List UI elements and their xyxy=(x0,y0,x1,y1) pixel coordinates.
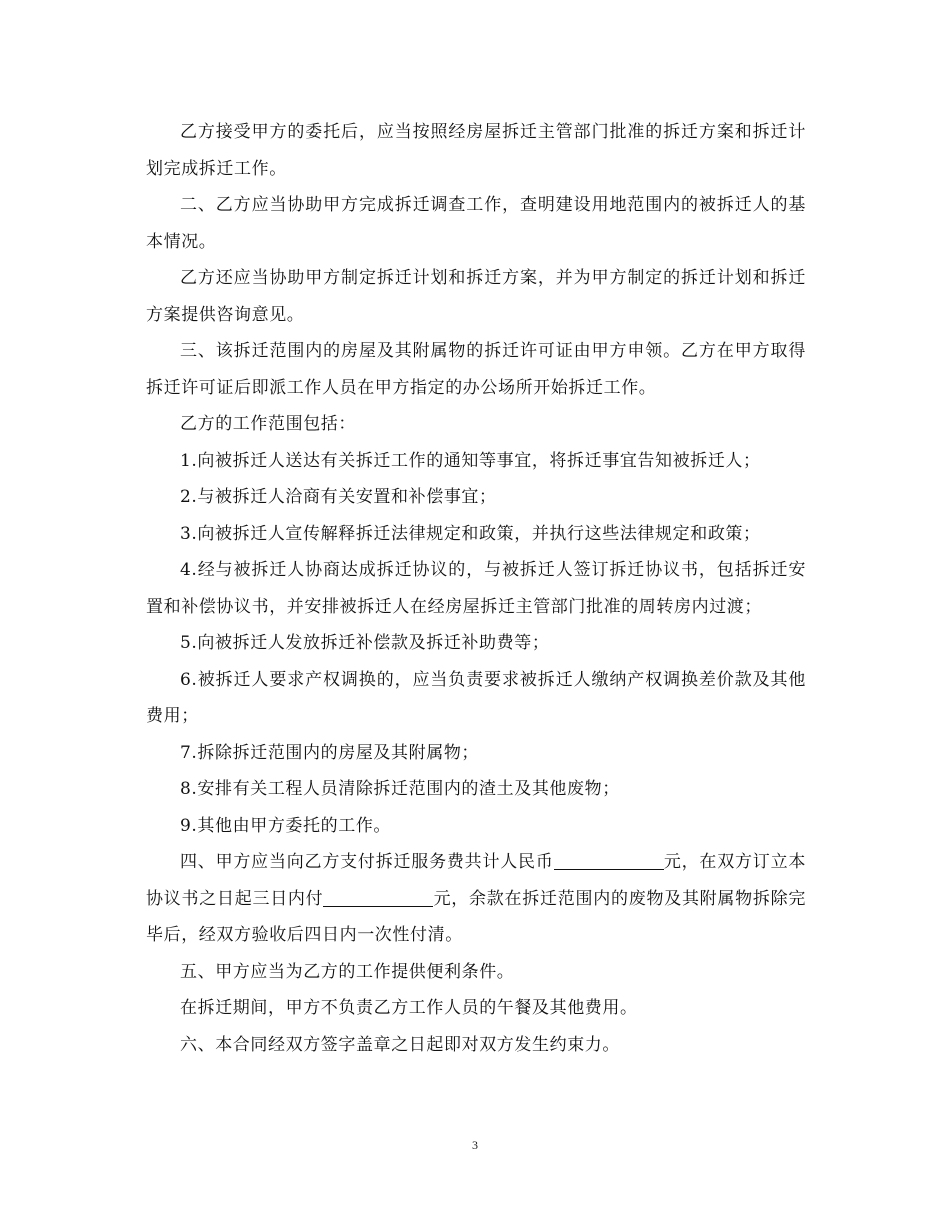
list-item: 2.与被拆迁人洽商有关安置和补偿事宜； xyxy=(180,487,497,507)
payment-clause-text-2: 元，在双方订立本协议书之日起三日内付 xyxy=(146,852,806,909)
list-item: 1.向被拆迁人送达有关拆迁工作的通知等事宜，将拆迁事宜告知被拆迁人； xyxy=(180,450,761,471)
paragraph: 乙方接受甲方的委托后，应当按照经房屋拆迁主管部门批准的拆迁方案和拆迁计划完成拆迁工作。 xyxy=(146,122,806,179)
paragraph: 在拆迁期间，甲方不负责乙方工作人员的午餐及其他费用。 xyxy=(180,998,638,1018)
document-body xyxy=(146,114,806,1063)
payment-clause xyxy=(146,844,806,954)
list-item: 3.向被拆迁人宣传解释拆迁法律规定和政策，并执行这些法律规定和政策； xyxy=(180,523,761,544)
payment-clause-text-3: 元，余款在拆迁范围内的废物及其附属物拆除完毕后，经双方验收后四日内一次性付清。 xyxy=(146,888,806,945)
list-item: 8.安排有关工程人员清除拆迁范围内的渣土及其他废物； xyxy=(180,779,620,799)
page-number: 3 xyxy=(472,1138,478,1152)
paragraph: 乙方还应当协助甲方制定拆迁计划和拆迁方案，并为甲方制定的拆迁计划和拆迁方案提供咨询意见。 xyxy=(146,268,806,325)
paragraph: 三、该拆迁范围内的房屋及其附属物的拆迁许可证由甲方申领。乙方在甲方取得拆迁许可证后即派工作人员在甲方指定的办公场所开始拆迁工作。 xyxy=(146,341,806,398)
list-item: 4.经与被拆迁人协商达成拆迁协议的，与被拆迁人签订拆迁协议书，包括拆迁安置和补偿协议书，并安排被拆迁人在经房屋拆迁主管部门批准的周转房内过渡； xyxy=(146,560,806,617)
paragraph: 六、本合同经双方签字盖章之日起即对双方发生约束力。 xyxy=(180,1034,620,1055)
paragraph: 二、乙方应当协助甲方完成拆迁调查工作，查明建设用地范围内的被拆迁人的基本情况。 xyxy=(146,195,806,252)
paragraph: 五、甲方应当为乙方的工作提供便利条件。 xyxy=(180,961,515,982)
list-item: 5.向被拆迁人发放拆迁补偿款及拆迁补助费等； xyxy=(180,633,550,653)
list-item: 6.被拆迁人要求产权调换的，应当负责要求被拆迁人缴纳产权调换差价款及其他费用； xyxy=(146,669,806,726)
first-payment-blank xyxy=(323,888,433,907)
payment-clause-text-1: 四、甲方应当向乙方支付拆迁服务费共计人民币 xyxy=(180,852,554,872)
list-item: 7.拆除拆迁范围内的房屋及其附属物； xyxy=(180,742,480,763)
fee-total-blank xyxy=(554,851,664,870)
paragraph: 乙方的工作范围包括： xyxy=(180,414,356,434)
list-item: 9.其他由甲方委托的工作。 xyxy=(180,815,392,836)
